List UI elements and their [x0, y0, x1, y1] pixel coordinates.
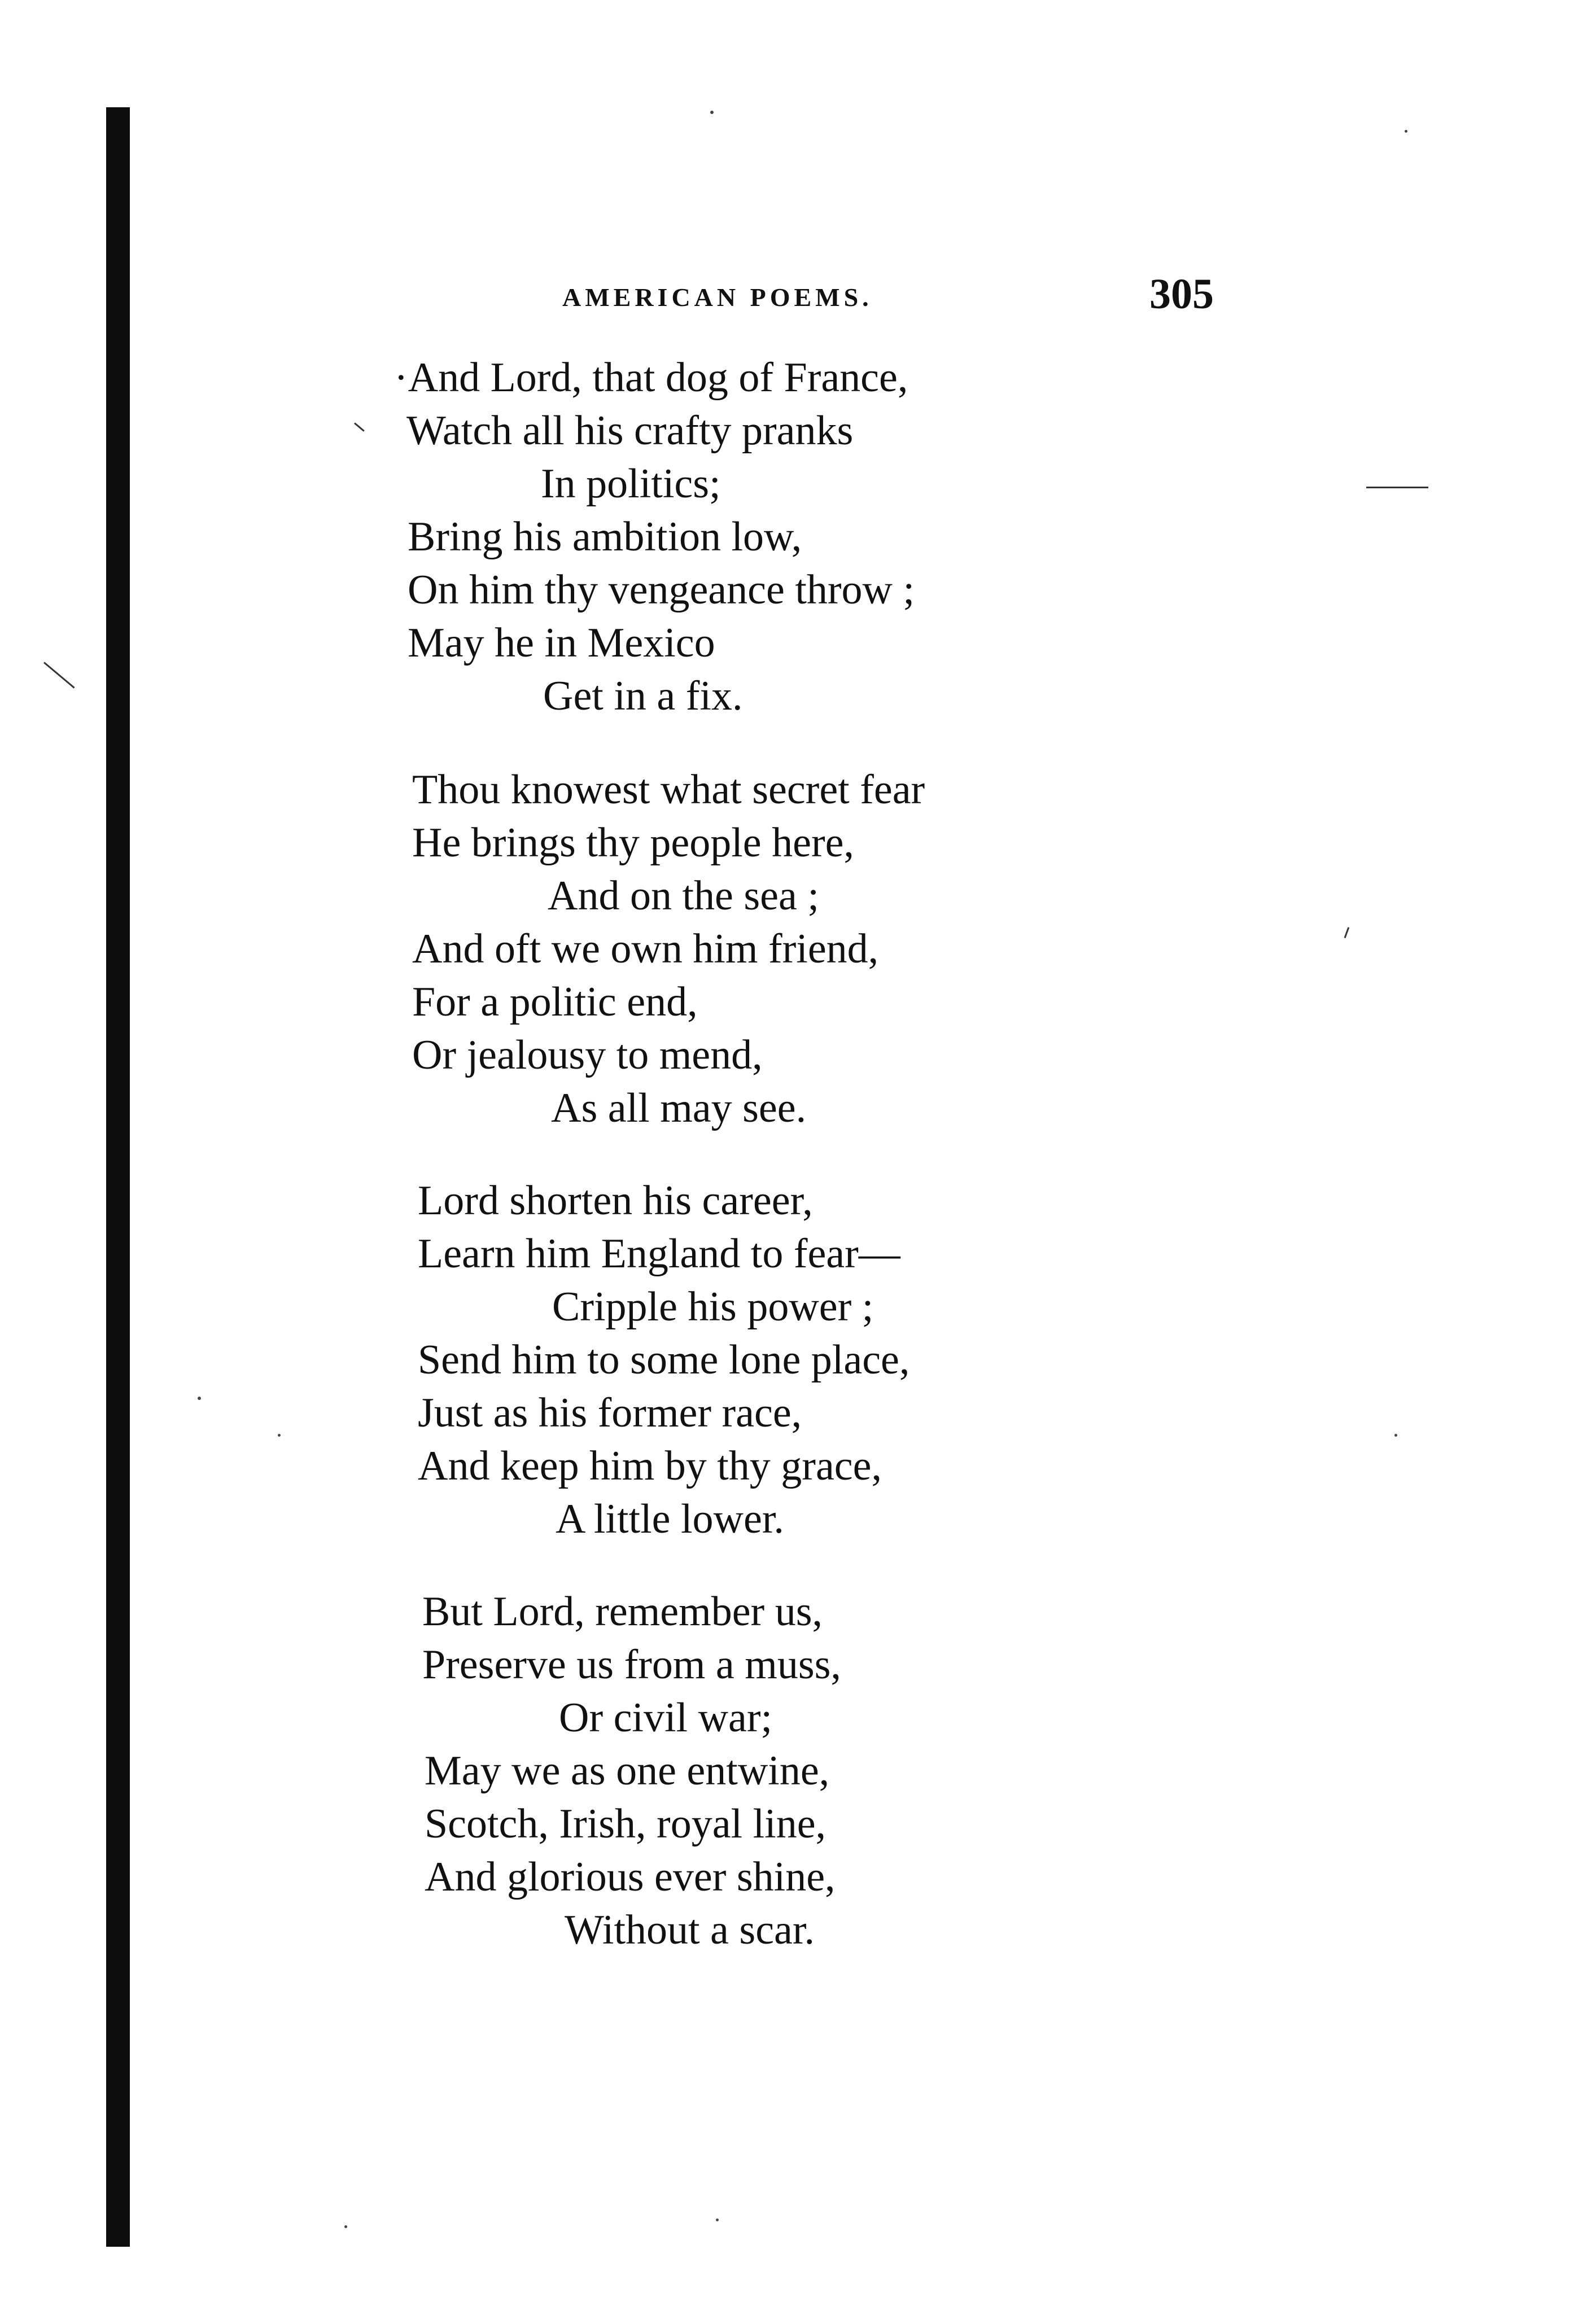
- scan-speck: [278, 1434, 281, 1437]
- poem-line: Send him to some lone place,: [418, 1337, 910, 1383]
- poem-line: Or jealousy to mend,: [412, 1032, 763, 1078]
- poem-line: And oft we own him friend,: [412, 926, 879, 972]
- poem-line: May we as one entwine,: [425, 1748, 830, 1794]
- poem-line: But Lord, remember us,: [422, 1589, 823, 1635]
- poem-line: Watch all his crafty pranks: [406, 408, 854, 454]
- scan-speck: [710, 111, 714, 114]
- poem-line: As all may see.: [551, 1085, 807, 1131]
- poem-line: Learn him England to fear—: [418, 1231, 900, 1277]
- scan-speck: [198, 1397, 201, 1400]
- poem-line: Get in a fix.: [543, 673, 743, 719]
- scan-speck: [716, 2219, 719, 2221]
- poem-line: And keep him by thy grace,: [418, 1443, 882, 1489]
- scan-mark: [354, 422, 365, 431]
- poem-line: Thou knowest what secret fear: [412, 767, 925, 813]
- scan-speck: [344, 2225, 347, 2228]
- scan-mark: [43, 662, 75, 688]
- page-number: 305: [1149, 270, 1214, 318]
- poem-line: A little lower.: [556, 1496, 784, 1542]
- poem-line: For a politic end,: [412, 979, 698, 1025]
- scan-mark: [1344, 927, 1350, 938]
- poem-line: Lord shorten his career,: [418, 1178, 813, 1224]
- poem-line: Cripple his power ;: [552, 1284, 874, 1330]
- scan-mark: [1366, 487, 1428, 488]
- poem-line: On him thy vengeance throw ;: [408, 567, 915, 613]
- poem-line: Preserve us from a muss,: [422, 1642, 841, 1688]
- poem-line: Bring his ambition low,: [408, 514, 802, 560]
- poem-line: In politics;: [541, 461, 721, 507]
- poem-line: ·And Lord, that dog of France,: [394, 355, 908, 401]
- scan-speck: [1405, 130, 1407, 133]
- running-head: AMERICAN POEMS.: [562, 283, 873, 312]
- poem-line: May he in Mexico: [408, 620, 715, 666]
- poem-line: And glorious ever shine,: [425, 1854, 836, 1900]
- poem-line: Without a scar.: [565, 1907, 815, 1953]
- scan-speck: [1394, 1434, 1397, 1437]
- poem-line: Just as his former race,: [418, 1390, 802, 1436]
- poem-line: Scotch, Irish, royal line,: [425, 1801, 827, 1847]
- binding-shadow: [106, 107, 130, 2247]
- poem-line: Or civil war;: [559, 1695, 773, 1741]
- poem-line: He brings thy people here,: [412, 820, 854, 866]
- poem-line: And on the sea ;: [548, 873, 819, 919]
